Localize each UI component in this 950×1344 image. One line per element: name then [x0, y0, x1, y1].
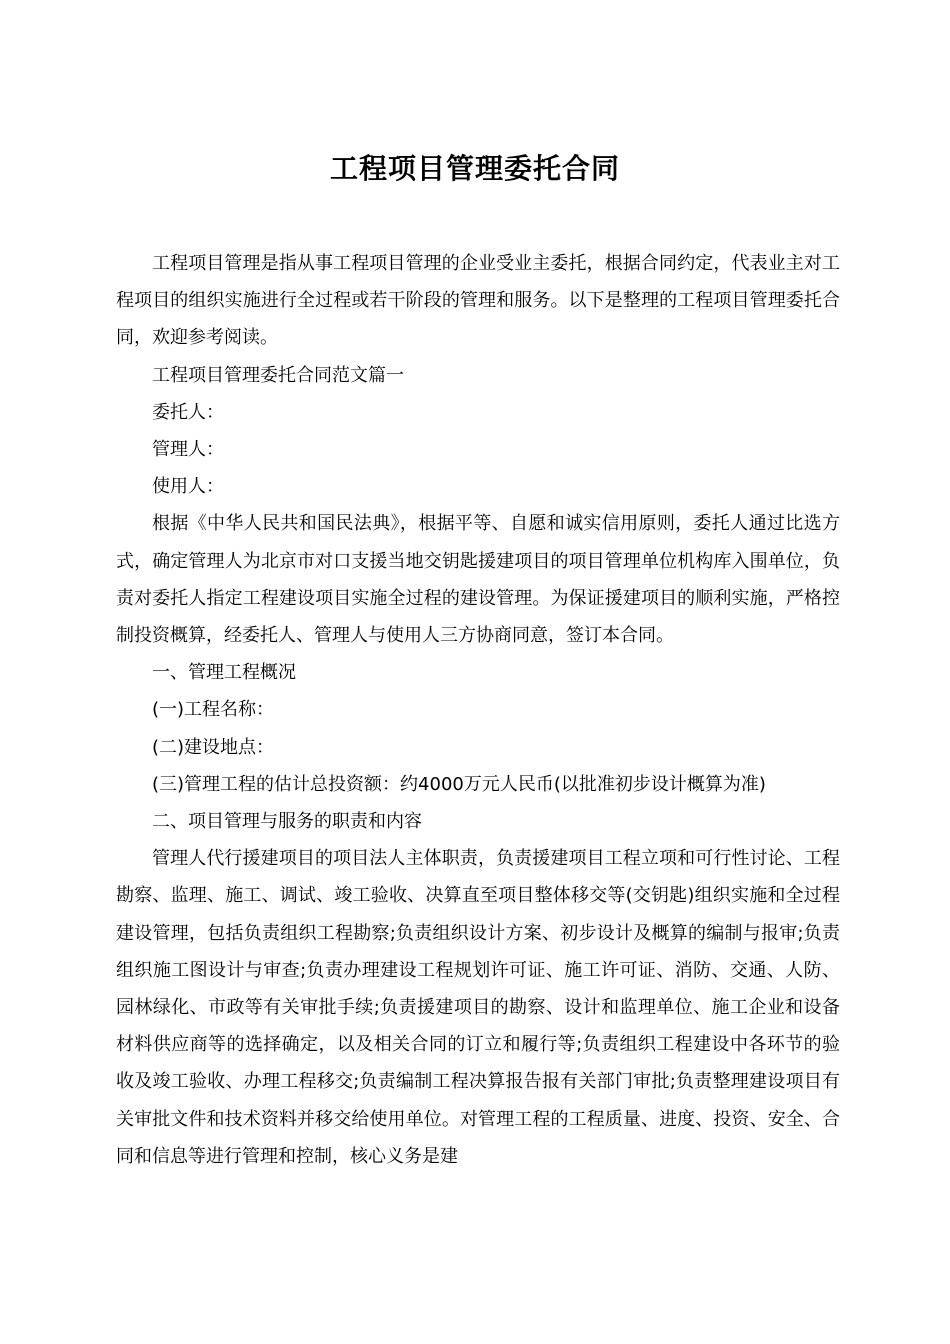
paragraph-intro: 工程项目管理是指从事工程项目管理的企业受业主委托，根据合同约定，代表业主对工程项目的组织实施进行全过程或若干阶段的管理和服务。以下是整理的工程项目管理委托合同，欢迎参考阅读。: [116, 253, 840, 349]
paragraph-manager: 管理人：: [152, 439, 224, 461]
document-title: 工程项目管理委托合同: [329, 151, 620, 185]
paragraph-client: 委托人：: [152, 401, 224, 423]
paragraph-sample-heading: 工程项目管理委托合同范文篇一: [152, 364, 404, 386]
paragraph-preamble: 根据《中华人民共和国民法典》，根据平等、自愿和诚实信用原则，委托人通过比选方式，确定管理人为北京市对口支援当地交钥匙援建项目的项目管理单位机构库入围单位，负责对委托人指定工程建设项目实施全过程的建设管理。为保证援建项目的顺利实施，严格控制投资概算，经委托人、管理人与使用人三方协商同意，签订本合同。: [116, 513, 840, 647]
paragraph-project-name: (一)工程名称：: [152, 699, 275, 721]
paragraph-location: (二)建设地点：: [152, 736, 275, 758]
section-heading-duties: 二、项目管理与服务的职责和内容: [152, 811, 422, 833]
paragraph-investment: (三)管理工程的估计总投资额：约4000万元人民币(以批准初步设计概算为准): [152, 773, 766, 795]
section-heading-overview: 一、管理工程概况: [152, 662, 296, 684]
paragraph-duties: 管理人代行援建项目的项目法人主体职责，负责援建项目工程立项和可行性讨论、工程勘察、监理、施工、调试、竣工验收、决算直至项目整体移交等(交钥匙)组织实施和全过程建设管理，包括负责组织工程勘察;负责组织设计方案、初步设计及概算的编制与报审;负责组织施工图设计与审查;负责办理建设工程规划许可证、施工许可证、消防、交通、人防、园林绿化、市政等有关审批手续;负责援建项目的勘察、设计和监理单位、施工企业和设备材料供应商等的选择确定，以及相关合同的订立和履行等;负责组织工程建设中各环节的验收及竣工验收、办理工程移交;负责编制工程决算报告报有关部门审批;负责整理建设项目有关审批文件和技术资料并移交给使用单位。对管理工程的工程质量、进度、投资、安全、合同和信息等进行管理和控制，核心义务是建: [116, 848, 840, 1167]
paragraph-user: 使用人：: [152, 476, 224, 498]
document-body: [116, 245, 840, 1175]
